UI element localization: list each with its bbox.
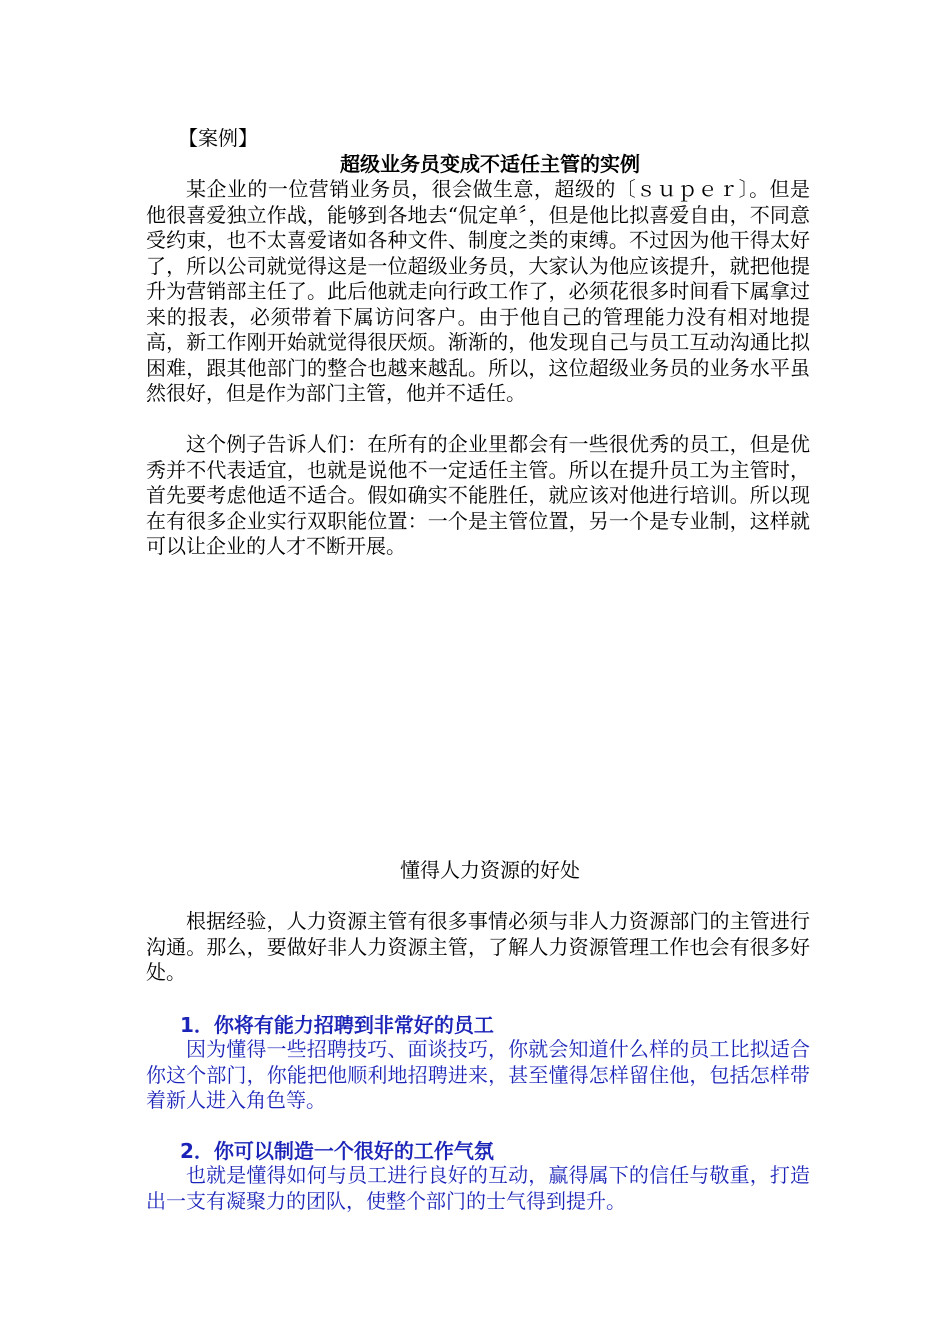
case-paragraph-2-block: [146, 432, 810, 560]
point-2-body-block: [146, 1163, 810, 1214]
section-intro-block: [146, 909, 810, 986]
case-label: 【案例】: [178, 126, 258, 150]
case-paragraph-1-block: [146, 177, 810, 407]
point-1-body: 因为懂得一些招聘技巧、面谈技巧，你就会知道什么样的员工比拟适合你这个部门，你能把他顺利地招聘进来，甚至懂得怎样留住他，包括怎样带着新人进入角色等。: [146, 1037, 810, 1112]
point-2-heading: 2．你可以制造一个很好的工作气氛: [180, 1139, 494, 1163]
section-intro: 根据经验，人力资源主管有很多事情必须与非人力资源部门的主管进行沟通。那么，要做好非人力资源主管，了解人力资源管理工作也会有很多好处。: [146, 909, 810, 984]
case-paragraph-2: 这个例子告诉人们：在所有的企业里都会有一些很优秀的员工，但是优秀并不代表适宜，也就是说他不一定适任主管。所以在提升员工为主管时，首先要考虑他适不适合。假如确实不能胜任，就应该对他进行培训。所以现在有很多企业实行双职能位置：一个是主管位置，另一个是专业制，这样就可以让企业的人才不断开展。: [146, 432, 810, 558]
point-1-body-block: [146, 1037, 810, 1114]
case-paragraph-1: 某企业的一位营销业务员，很会做生意，超级的〔ｓｕｐｅｒ〕。但是他很喜爱独立作战，能够到各地去“侃定单〞，但是他比拟喜爱自由，不同意受约束，也不太喜爱诸如各种文件、制度之类的束缚。不过因为他干得太好了，所以公司就觉得这是一位超级业务员，大家认为他应该提升，就把他提升为营销部主任了。此后他就走向行政工作了，必须花很多时间看下属拿过来的报表，必须带着下属访问客户。由于他自己的管理能力没有相对地提高，新工作刚开始就觉得很厌烦。渐渐的，他发现自己与员工互动沟通比拟困难，跟其他部门的整合也越来越乱。所以，这位超级业务员的业务水平虽然很好，但是作为部门主管，他并不适任。: [146, 177, 810, 405]
point-2-body: 也就是懂得如何与员工进行良好的互动，赢得属下的信任与敬重，打造出一支有凝聚力的团队，使整个部门的士气得到提升。: [146, 1163, 810, 1213]
section-title: 懂得人力资源的好处: [400, 858, 580, 882]
case-title: 超级业务员变成不适任主管的实例: [340, 152, 640, 176]
point-1-heading: 1．你将有能力招聘到非常好的员工: [180, 1013, 494, 1037]
